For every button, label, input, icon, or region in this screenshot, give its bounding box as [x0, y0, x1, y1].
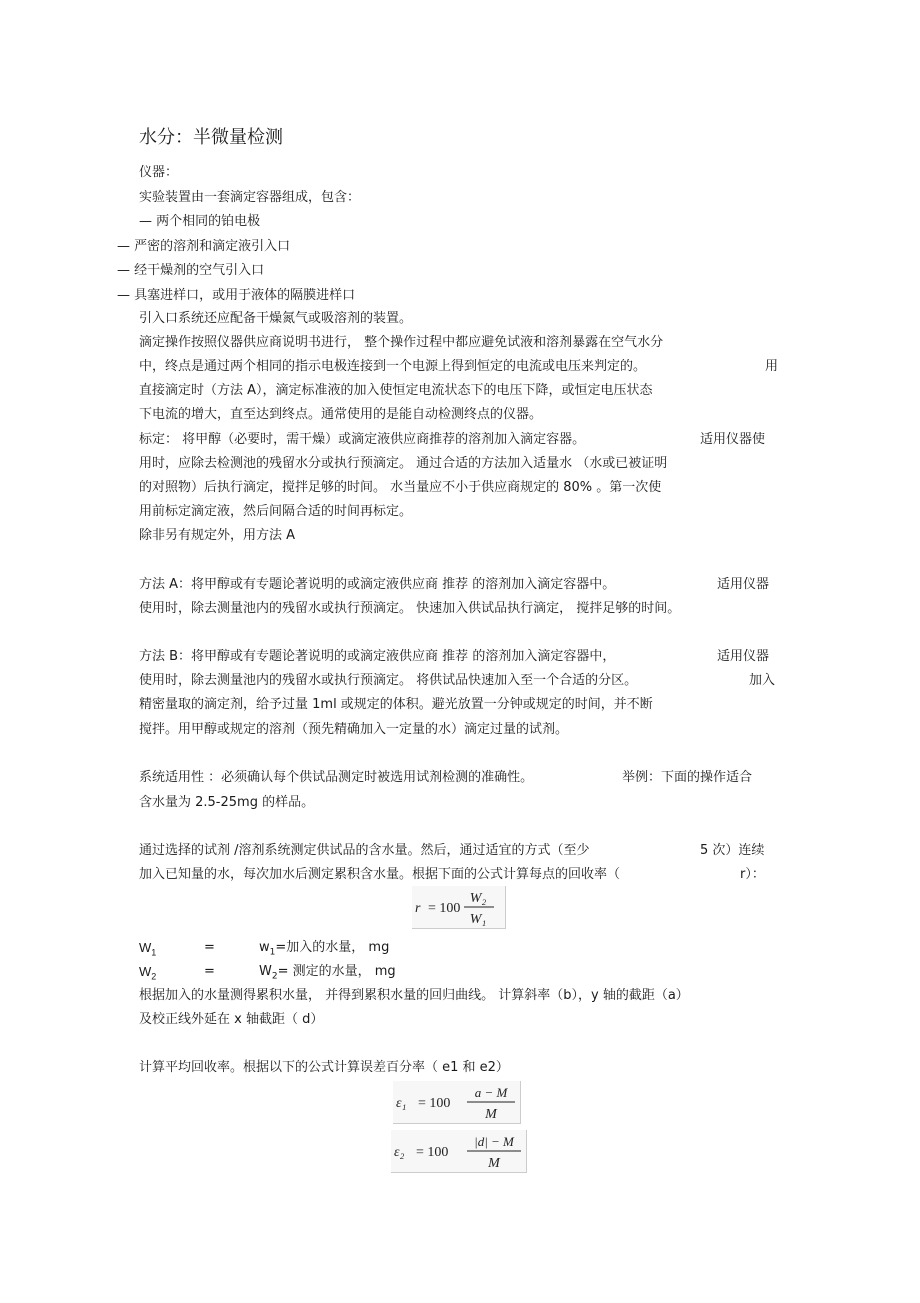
- error-intro-line: 计算平均回收率。根据以下的公式计算误差百分率（ e1 和 e2）: [139, 1060, 509, 1075]
- regression-line: 及校正线外延在 x 轴截距（ d）: [139, 1012, 324, 1027]
- error-formula-e1: [393, 1081, 521, 1124]
- suitability-line: 系统适用性 ：必须确认每个供试品测定时被选用试剂检测的准确性。: [139, 770, 534, 785]
- list-item: — 严密的溶剂和滴定液引入口: [117, 239, 291, 254]
- instrument-heading: 仪器：: [139, 165, 179, 180]
- list-item: — 具塞进样口，或用于液体的隔膜进样口: [117, 288, 356, 303]
- formula-lhs: ε₁: [396, 1096, 407, 1111]
- list-item: — 两个相同的铂电极: [139, 214, 261, 229]
- paragraph-line: 下电流的增大，直至达到终点。通常使用的是能自动检测终点的仪器。: [139, 407, 543, 422]
- suitability-line: 举例：下面的操作适合: [622, 770, 753, 785]
- definition-w2-text: $W_2=$ 测定的水量， mg: [259, 964, 396, 982]
- paragraph-line: 除非另有规定外，用方法 A: [139, 528, 296, 543]
- formula-coef: = 100: [418, 1096, 451, 1111]
- method-a-line: 使用时，除去测量池内的残留水或执行预滴定。 快速加入供试品执行滴定， 搅拌足够的时间。: [139, 601, 681, 616]
- method-b-line: 精密量取的滴定剂，给予过量 1ml 或规定的体积。避光放置一分钟或规定的时间，并不断: [139, 697, 653, 712]
- method-a-line: 适用仪器: [717, 577, 770, 592]
- definition-w2: $W_2$: [139, 964, 157, 982]
- definition-w1: $W_1$: [139, 940, 157, 958]
- formula-coef: = 100: [428, 901, 461, 916]
- formula-lhs: ε₂: [394, 1145, 405, 1160]
- calibration-line: 标定： 将甲醇（必要时，需干燥）或滴定液供应商推荐的溶剂加入滴定容器。: [139, 432, 586, 447]
- calibration-line: 的对照物）后执行滴定，搅拌足够的时间。 水当量应不小于供应商规定的 80% 。第一次使: [139, 480, 662, 495]
- paragraph-line: 直接滴定时（方法 A），滴定标准液的加入使恒定电流状态下的电压下降，或恒定电压状态: [139, 383, 653, 398]
- formula-coef: = 100: [416, 1145, 449, 1160]
- suitability-line: 含水量为 2.5-25mg 的样品。: [139, 795, 315, 810]
- calibration-line: 用时，应除去检测池的残留水分或执行预滴定。 通过合适的方法加入适量水 （水或已被证明: [139, 456, 668, 471]
- paragraph-line: 中，终点是通过两个相同的指示电极连接到一个电源上得到恒定的电流或电压来判定的。: [139, 359, 647, 374]
- regression-line: 根据加入的水量测得累积水量， 并得到累积水量的回归曲线。 计算斜率（b），y 轴的截距（a）: [139, 988, 689, 1003]
- formula-denominator: M: [485, 1107, 497, 1122]
- formula-denominator: M: [488, 1156, 500, 1171]
- method-b-line: 使用时，除去测量池内的残留水或执行预滴定。 将供试品快速加入至一个合适的分区。: [139, 673, 638, 688]
- method-b-line: 适用仪器: [717, 649, 770, 664]
- formula-numerator: a − M: [474, 1085, 508, 1100]
- recovery-formula: [412, 886, 506, 929]
- formula-lhs: r: [415, 901, 421, 916]
- paragraph-line: 滴定操作按照仪器供应商说明书进行， 整个操作过程中都应避免试液和溶剂暴露在空气水分: [139, 335, 664, 350]
- list-item: — 经干燥剂的空气引入口: [117, 263, 265, 278]
- procedure-line: r）：: [740, 867, 765, 882]
- method-b-line: 方法 B：将甲醇或有专题论著说明的或滴定液供应商 推荐 的溶剂加入滴定容器中，: [139, 649, 616, 664]
- procedure-line: 通过选择的试剂 /溶剂系统测定供试品的含水量。然后，通过适宜的方式（至少: [139, 843, 590, 858]
- procedure-line: 加入已知量的水，每次加水后测定累积含水量。根据下面的公式计算每点的回收率（: [139, 867, 621, 882]
- formula-numerator: |d| − M: [474, 1134, 514, 1149]
- error-formula-e2: [391, 1130, 527, 1173]
- paragraph-line: 引入口系统还应配备干燥氮气或吸溶剂的装置。: [139, 311, 413, 326]
- method-b-line: 搅拌。用甲醇或规定的溶剂（预先精确加入一定量的水）滴定过量的试剂。: [139, 722, 569, 737]
- procedure-line: 5 次）连续: [700, 843, 765, 858]
- definition-w2-eq: =: [204, 964, 215, 979]
- method-a-line: 方法 A：将甲醇或有专题论著说明的或滴定液供应商 推荐 的溶剂加入滴定容器中。: [139, 577, 616, 592]
- definition-w1-eq: =: [204, 940, 215, 955]
- formula-denominator: W₁: [469, 912, 487, 927]
- page-title: 水分：半微量检测: [139, 127, 283, 148]
- calibration-line: 适用仪器使: [700, 432, 766, 447]
- definition-w1-text: $w_1=$加入的水量， mg: [259, 940, 390, 958]
- calibration-line: 用前标定滴定液，然后间隔合适的时间再标定。: [139, 504, 413, 519]
- paragraph-line: 用: [765, 359, 779, 374]
- formula-numerator: W₂: [469, 891, 487, 906]
- apparatus-intro: 实验装置由一套滴定容器组成，包含：: [139, 190, 361, 205]
- method-b-line: 加入: [749, 673, 776, 688]
